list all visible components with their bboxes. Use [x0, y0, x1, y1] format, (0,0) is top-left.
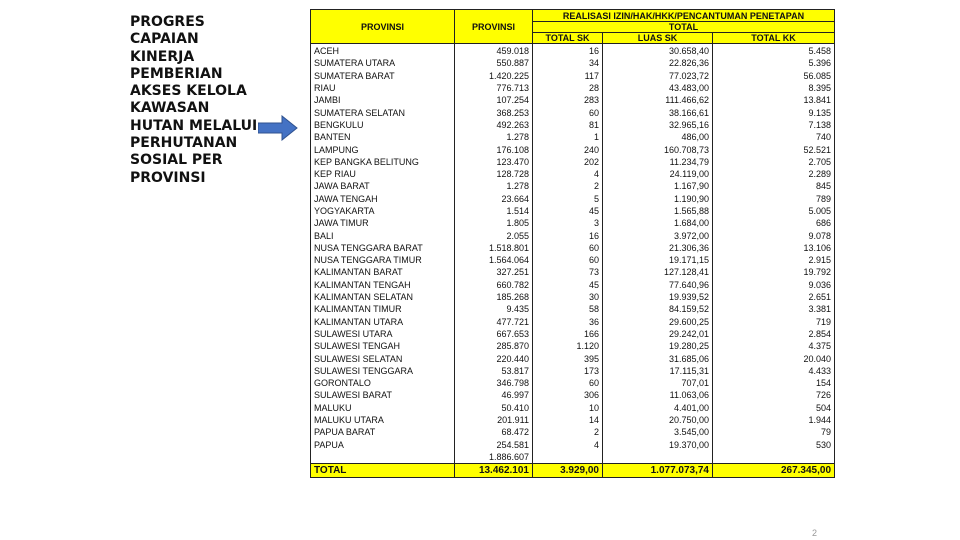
- area-value: 2.055: [455, 229, 533, 241]
- province-name: KALIMANTAN UTARA: [311, 316, 455, 328]
- total-kk-value: 154: [713, 377, 835, 389]
- header-group: REALISASI IZIN/HAK/HKK/PENCANTUMAN PENETAPAN: [533, 10, 835, 22]
- area-value: 477.721: [455, 316, 533, 328]
- total-kk-value: 2.651: [713, 291, 835, 303]
- province-name: JAWA TIMUR: [311, 217, 455, 229]
- province-name: SULAWESI SELATAN: [311, 352, 455, 364]
- table-row: [311, 426, 835, 438]
- total-sk-value: 166: [533, 328, 603, 340]
- table-row: [311, 44, 835, 58]
- area-value: 1.278: [455, 131, 533, 143]
- province-name: SUMATERA BARAT: [311, 70, 455, 82]
- province-name: BALI: [311, 229, 455, 241]
- luas-sk-value: 19.939,52: [603, 291, 713, 303]
- total-kk-value: 504: [713, 402, 835, 414]
- total-sk-value: 73: [533, 266, 603, 278]
- table-row: [311, 229, 835, 241]
- province-name: SULAWESI TENGGARA: [311, 365, 455, 377]
- province-name: BANTEN: [311, 131, 455, 143]
- luas-sk-value: 3.545,00: [603, 426, 713, 438]
- province-name: KALIMANTAN SELATAN: [311, 291, 455, 303]
- total-sk-value: 395: [533, 352, 603, 364]
- area-value: 9.435: [455, 303, 533, 315]
- total-sk-value: 3: [533, 217, 603, 229]
- province-name: BENGKULU: [311, 119, 455, 131]
- luas-sk-value: 20.750,00: [603, 414, 713, 426]
- province-name: KEP RIAU: [311, 168, 455, 180]
- province-name: SULAWESI BARAT: [311, 389, 455, 401]
- table-row: [311, 131, 835, 143]
- area-value: 492.263: [455, 119, 533, 131]
- total-sk-value: 306: [533, 389, 603, 401]
- area-value: 1.518.801: [455, 242, 533, 254]
- table-row: [311, 180, 835, 192]
- total-sk-value: 5: [533, 193, 603, 205]
- luas-sk-value: 17.115,31: [603, 365, 713, 377]
- luas-sk-value: 19.280,25: [603, 340, 713, 352]
- total-kk-value: 4.433: [713, 365, 835, 377]
- total-sk-value: 36: [533, 316, 603, 328]
- total-sk-value: 45: [533, 279, 603, 291]
- total-kk-value: 2.915: [713, 254, 835, 266]
- total-sk-value: [533, 451, 603, 464]
- total-sk-value: 202: [533, 156, 603, 168]
- province-table: [310, 9, 834, 537]
- table-row: [311, 205, 835, 217]
- table-row: [311, 389, 835, 401]
- table-row: [311, 377, 835, 389]
- total-label: TOTAL: [311, 464, 455, 478]
- table-row: [311, 242, 835, 254]
- province-name: PAPUA: [311, 439, 455, 451]
- table-row: [311, 365, 835, 377]
- area-value: 776.713: [455, 82, 533, 94]
- luas-sk-value: 127.128,41: [603, 266, 713, 278]
- area-value: 201.911: [455, 414, 533, 426]
- luas-sk-value: 1.565,88: [603, 205, 713, 217]
- luas-sk-value: 11.234,79: [603, 156, 713, 168]
- luas-sk-value: [603, 451, 713, 464]
- luas-sk-value: 160.708,73: [603, 143, 713, 155]
- total-sk-value: 60: [533, 242, 603, 254]
- area-value: 1.886.607: [455, 451, 533, 464]
- table-row: [311, 217, 835, 229]
- table-row: [311, 119, 835, 131]
- luas-sk-value: 11.063,06: [603, 389, 713, 401]
- total-kk-value: 845: [713, 180, 835, 192]
- area-value: 46.997: [455, 389, 533, 401]
- area-value: 176.108: [455, 143, 533, 155]
- luas-sk-value: 19.171,15: [603, 254, 713, 266]
- total-kk-value: 726: [713, 389, 835, 401]
- total-kk-value: 13.841: [713, 94, 835, 106]
- province-name: ACEH: [311, 44, 455, 58]
- luas-sk-value: 84.159,52: [603, 303, 713, 315]
- province-name: SUMATERA UTARA: [311, 57, 455, 69]
- province-name: LAMPUNG: [311, 143, 455, 155]
- table-row: [311, 414, 835, 426]
- area-value: 68.472: [455, 426, 533, 438]
- total-sk-value: 45: [533, 205, 603, 217]
- luas-sk-value: 22.826,36: [603, 57, 713, 69]
- area-value: 128.728: [455, 168, 533, 180]
- total-sk-value: 240: [533, 143, 603, 155]
- total-kk: 267.345,00: [713, 464, 835, 478]
- total-sk-value: 58: [533, 303, 603, 315]
- province-name: RIAU: [311, 82, 455, 94]
- total-kk-value: 2.854: [713, 328, 835, 340]
- total-kk-value: 530: [713, 439, 835, 451]
- luas-sk-value: 19.370,00: [603, 439, 713, 451]
- area-value: 285.870: [455, 340, 533, 352]
- table-row: [311, 143, 835, 155]
- province-name: SUMATERA SELATAN: [311, 106, 455, 118]
- table-row: [311, 291, 835, 303]
- luas-sk-value: 29.600,25: [603, 316, 713, 328]
- luas-sk-value: 43.483,00: [603, 82, 713, 94]
- total-kk-value: 5.458: [713, 44, 835, 58]
- total-sk-value: 14: [533, 414, 603, 426]
- total-sk-value: 34: [533, 57, 603, 69]
- table-row: [311, 451, 835, 464]
- area-value: 1.564.064: [455, 254, 533, 266]
- total-sk-value: 283: [533, 94, 603, 106]
- arrow-right-icon: [258, 115, 298, 141]
- total-sk-value: 30: [533, 291, 603, 303]
- total-kk-value: 56.085: [713, 70, 835, 82]
- area-value: 1.805: [455, 217, 533, 229]
- province-name: JAMBI: [311, 94, 455, 106]
- luas-sk-value: 31.685,06: [603, 352, 713, 364]
- page-number: 2: [812, 528, 818, 538]
- total-sk-value: 117: [533, 70, 603, 82]
- area-value: 23.664: [455, 193, 533, 205]
- area-value: 1.420.225: [455, 70, 533, 82]
- province-name: GORONTALO: [311, 377, 455, 389]
- total-sk-value: 81: [533, 119, 603, 131]
- area-value: 254.581: [455, 439, 533, 451]
- total-kk-value: 9.036: [713, 279, 835, 291]
- total-sk-value: 4: [533, 439, 603, 451]
- luas-sk-value: 3.972,00: [603, 229, 713, 241]
- total-sk-value: 16: [533, 44, 603, 58]
- luas-sk-value: 38.166,61: [603, 106, 713, 118]
- table-row: [311, 193, 835, 205]
- total-kk-value: 740: [713, 131, 835, 143]
- total-kk-value: 4.375: [713, 340, 835, 352]
- area-value: 123.470: [455, 156, 533, 168]
- luas-sk-value: 4.401,00: [603, 402, 713, 414]
- table-row: [311, 303, 835, 315]
- province-name: YOGYAKARTA: [311, 205, 455, 217]
- area-value: 107.254: [455, 94, 533, 106]
- table-row: [311, 340, 835, 352]
- table-row: [311, 279, 835, 291]
- luas-sk-value: 32.965,16: [603, 119, 713, 131]
- total-sk-value: 1.120: [533, 340, 603, 352]
- province-name: NUSA TENGGARA TIMUR: [311, 254, 455, 266]
- table-row: [311, 266, 835, 278]
- header-provinsi-1: PROVINSI: [311, 10, 455, 44]
- total-sk-value: 60: [533, 254, 603, 266]
- total-sk-value: 28: [533, 82, 603, 94]
- luas-sk-value: 77.023,72: [603, 70, 713, 82]
- table-row: [311, 402, 835, 414]
- total-kk-value: 9.078: [713, 229, 835, 241]
- province-name: KALIMANTAN TENGAH: [311, 279, 455, 291]
- total-sk-value: 16: [533, 229, 603, 241]
- total-kk-value: 8.395: [713, 82, 835, 94]
- province-name: NUSA TENGGARA BARAT: [311, 242, 455, 254]
- province-name: PAPUA BARAT: [311, 426, 455, 438]
- total-kk-value: 719: [713, 316, 835, 328]
- total-kk-value: 5.396: [713, 57, 835, 69]
- luas-sk-value: 111.466,62: [603, 94, 713, 106]
- table-row: [311, 352, 835, 364]
- area-value: 459.018: [455, 44, 533, 58]
- province-name: KEP BANGKA BELITUNG: [311, 156, 455, 168]
- area-value: 667.653: [455, 328, 533, 340]
- total-kk-value: 789: [713, 193, 835, 205]
- header-provinsi-2: PROVINSI: [455, 10, 533, 44]
- total-sk-value: 2: [533, 426, 603, 438]
- total-sk-value: 173: [533, 365, 603, 377]
- total-kk-value: 5.005: [713, 205, 835, 217]
- luas-sk-value: 24.119,00: [603, 168, 713, 180]
- total-kk-value: 52.521: [713, 143, 835, 155]
- province-name: MALUKU UTARA: [311, 414, 455, 426]
- header-total-sk: TOTAL SK: [533, 33, 603, 44]
- province-name: JAWA BARAT: [311, 180, 455, 192]
- header-subgroup-total: TOTAL: [533, 22, 835, 33]
- total-area: 13.462.101: [455, 464, 533, 478]
- area-value: 550.887: [455, 57, 533, 69]
- luas-sk-value: 1.684,00: [603, 217, 713, 229]
- area-value: 53.817: [455, 365, 533, 377]
- luas-sk-value: 1.190,90: [603, 193, 713, 205]
- luas-sk-value: 21.306,36: [603, 242, 713, 254]
- total-kk-value: 7.138: [713, 119, 835, 131]
- luas-sk-value: 29.242,01: [603, 328, 713, 340]
- table-row: [311, 254, 835, 266]
- total-kk-value: 19.792: [713, 266, 835, 278]
- total-sk-value: 1: [533, 131, 603, 143]
- province-name: KALIMANTAN BARAT: [311, 266, 455, 278]
- table-row: [311, 156, 835, 168]
- area-value: 1.514: [455, 205, 533, 217]
- table-row: [311, 94, 835, 106]
- total-sk: 3.929,00: [533, 464, 603, 478]
- area-value: 660.782: [455, 279, 533, 291]
- slide-title: PROGRES CAPAIAN KINERJA PEMBERIAN AKSES KELOLA KAWASAN HUTAN MELALUI PERHUTANAN SOSIAL PER PROVINSI: [130, 14, 258, 186]
- table-body: [311, 44, 835, 464]
- luas-sk-value: 77.640,96: [603, 279, 713, 291]
- province-name: KALIMANTAN TIMUR: [311, 303, 455, 315]
- province-name: [311, 451, 455, 464]
- header-luas-sk: LUAS SK: [603, 33, 713, 44]
- total-sk-value: 10: [533, 402, 603, 414]
- luas-sk-value: 30.658,40: [603, 44, 713, 58]
- total-sk-value: 60: [533, 377, 603, 389]
- total-kk-value: 1.944: [713, 414, 835, 426]
- table-row: [311, 168, 835, 180]
- area-value: 185.268: [455, 291, 533, 303]
- total-kk-value: 3.381: [713, 303, 835, 315]
- province-name: SULAWESI UTARA: [311, 328, 455, 340]
- table-row: [311, 70, 835, 82]
- table-row: [311, 106, 835, 118]
- total-kk-value: 20.040: [713, 352, 835, 364]
- province-name: SULAWESI TENGAH: [311, 340, 455, 352]
- province-name: MALUKU: [311, 402, 455, 414]
- total-kk-value: 13.106: [713, 242, 835, 254]
- total-kk-value: 79: [713, 426, 835, 438]
- table-row: [311, 57, 835, 69]
- header-total-kk: TOTAL KK: [713, 33, 835, 44]
- luas-sk-value: 707,01: [603, 377, 713, 389]
- total-kk-value: 2.705: [713, 156, 835, 168]
- total-sk-value: 60: [533, 106, 603, 118]
- total-kk-value: 9.135: [713, 106, 835, 118]
- area-value: 368.253: [455, 106, 533, 118]
- table-row: [311, 439, 835, 451]
- total-kk-value: [713, 451, 835, 464]
- total-row: [311, 464, 835, 478]
- area-value: 1.278: [455, 180, 533, 192]
- province-name: JAWA TENGAH: [311, 193, 455, 205]
- total-kk-value: 2.289: [713, 168, 835, 180]
- area-value: 346.798: [455, 377, 533, 389]
- total-luas: 1.077.073,74: [603, 464, 713, 478]
- table-row: [311, 82, 835, 94]
- area-value: 50.410: [455, 402, 533, 414]
- total-sk-value: 4: [533, 168, 603, 180]
- luas-sk-value: 486,00: [603, 131, 713, 143]
- total-sk-value: 2: [533, 180, 603, 192]
- table-row: [311, 328, 835, 340]
- table-row: [311, 316, 835, 328]
- luas-sk-value: 1.167,90: [603, 180, 713, 192]
- area-value: 220.440: [455, 352, 533, 364]
- total-kk-value: 686: [713, 217, 835, 229]
- area-value: 327.251: [455, 266, 533, 278]
